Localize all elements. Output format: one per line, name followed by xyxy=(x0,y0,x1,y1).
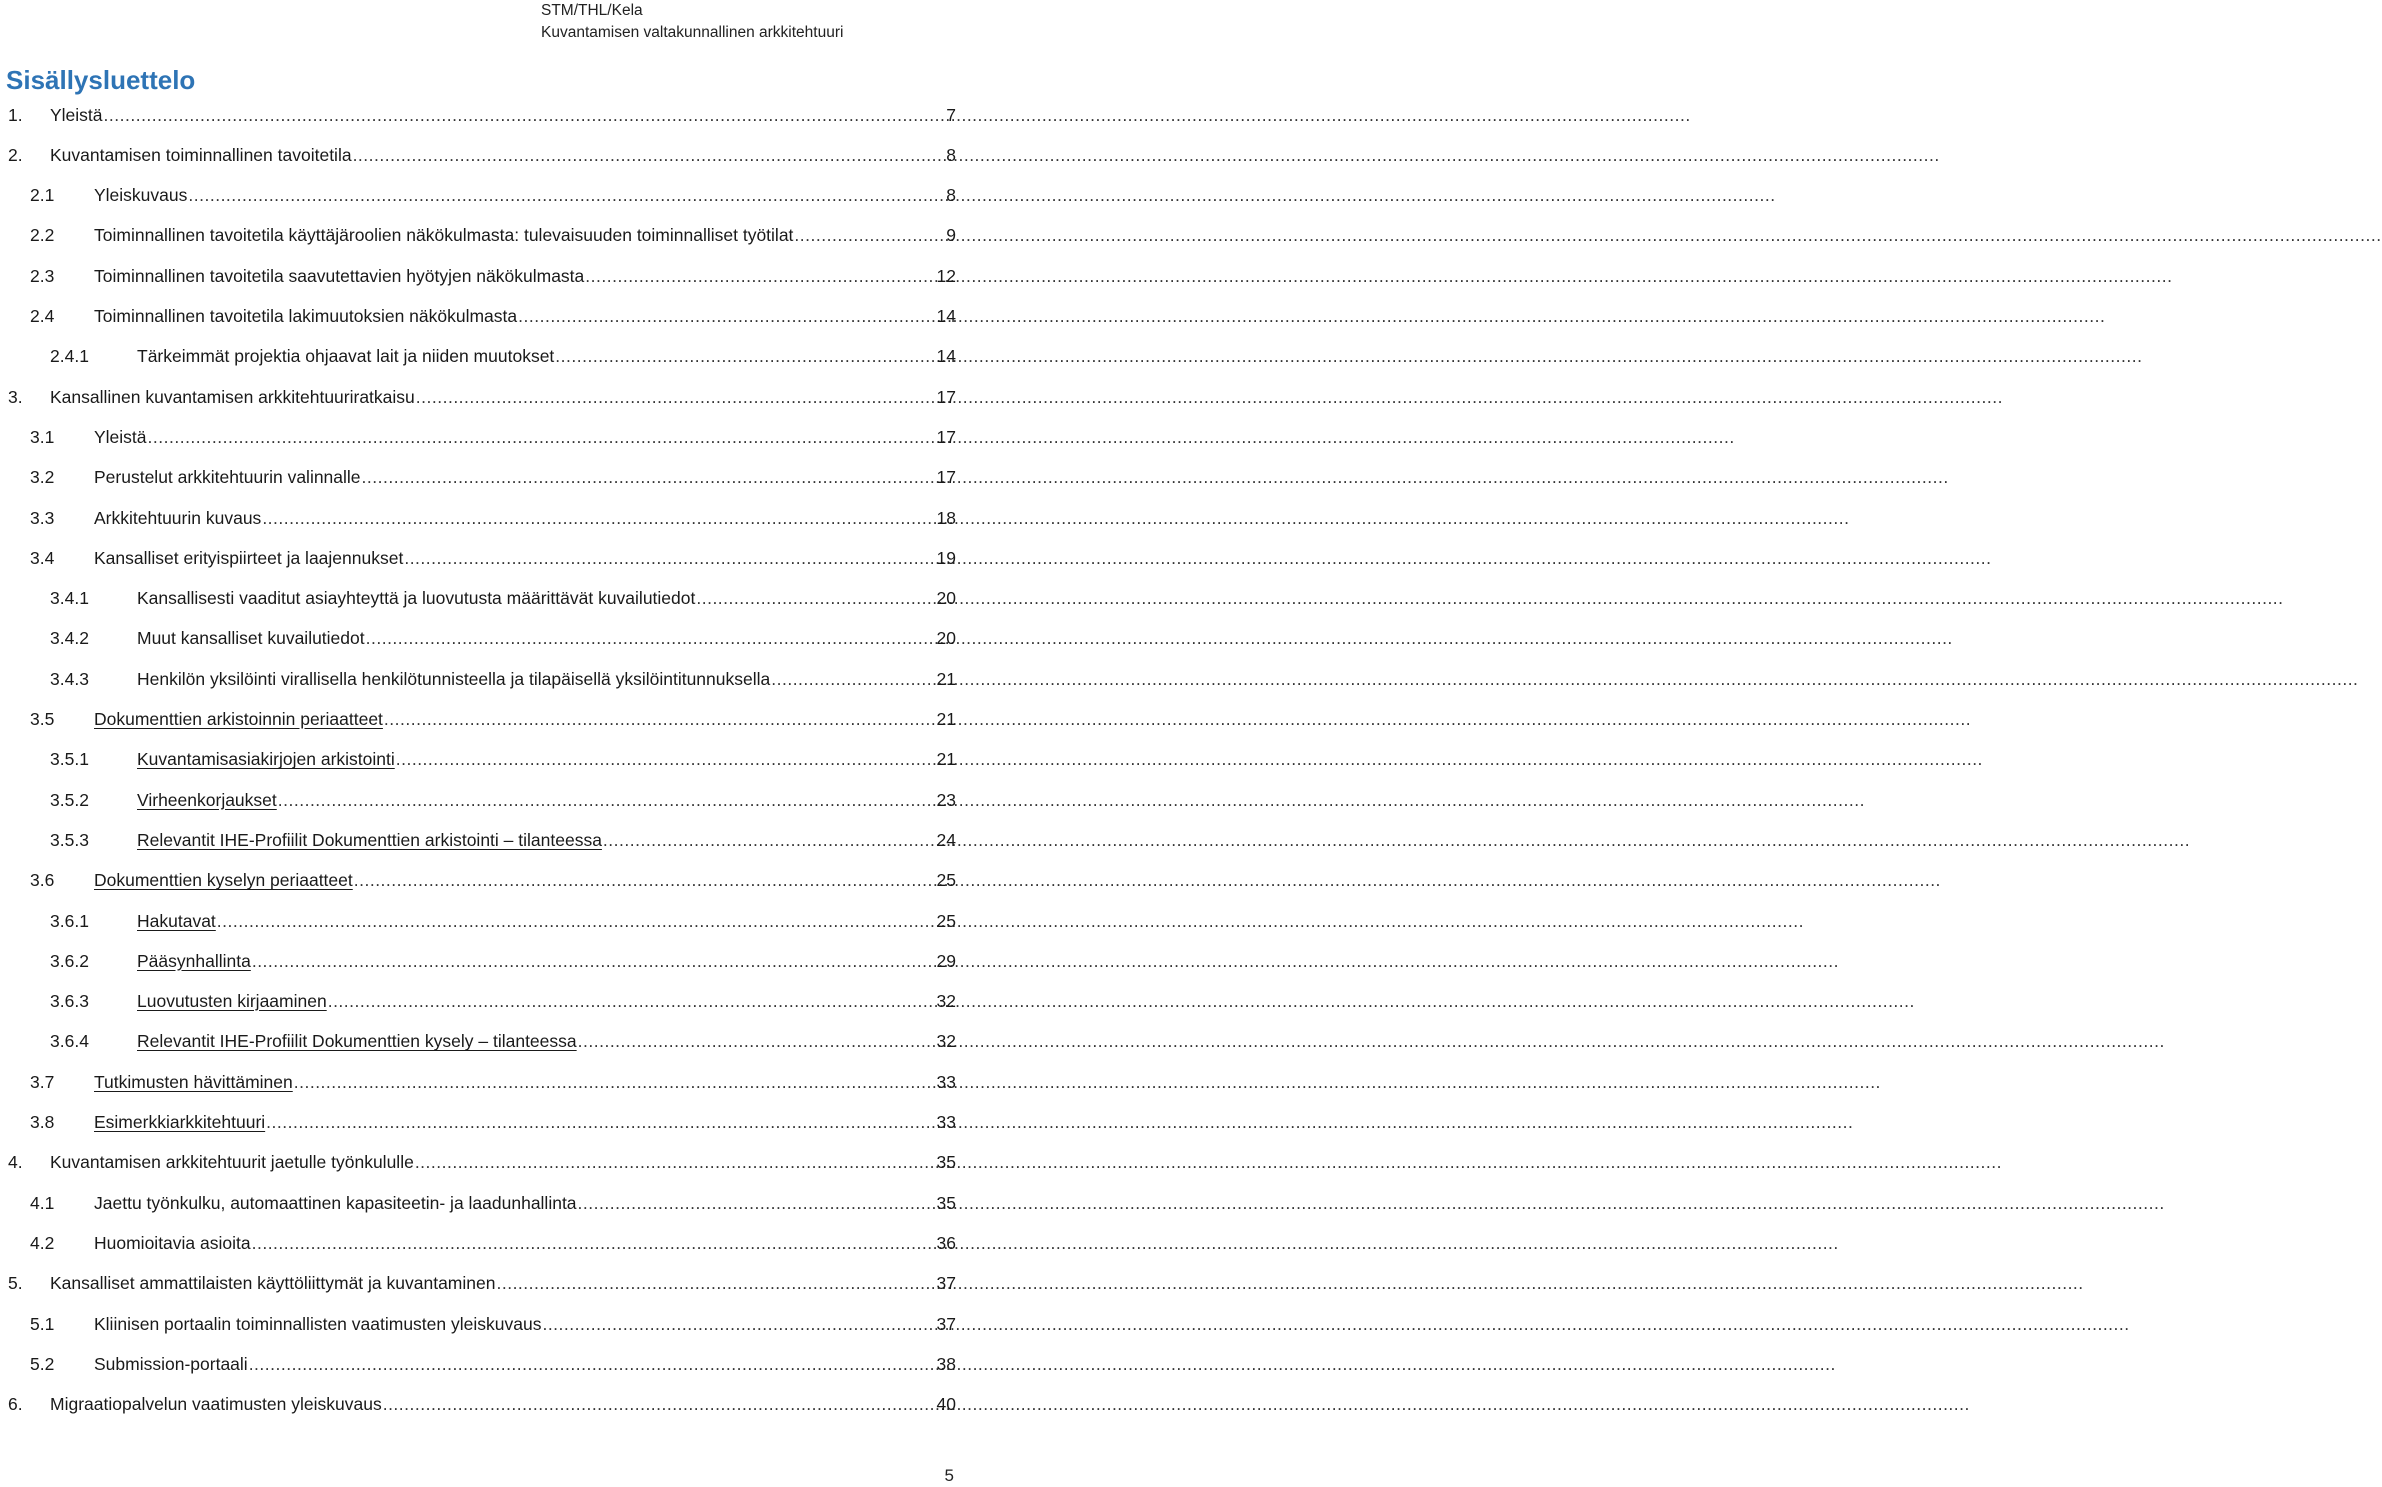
toc-leader-dots xyxy=(103,105,947,126)
toc-leader-dots xyxy=(327,991,937,1012)
toc-leader-dots xyxy=(770,669,936,690)
toc-leader-dots xyxy=(602,830,937,851)
toc-entry[interactable] xyxy=(30,1304,956,1344)
toc-entry-page[interactable]: 38 xyxy=(936,1353,956,1374)
toc-leader-dots xyxy=(352,145,947,166)
toc-leader-dots xyxy=(365,628,937,649)
toc-entry-number: 1. xyxy=(8,104,23,125)
toc-leader-dots xyxy=(403,548,936,569)
toc-entry-title[interactable]: Relevantit IHE-Profiilit Dokumenttien kysely – tilanteessa xyxy=(137,1031,577,1052)
toc-leader-dots xyxy=(277,790,937,811)
toc-entry-page[interactable]: 37 xyxy=(936,1273,956,1294)
toc-entry-number: 2.3 xyxy=(30,265,55,286)
toc-entry-number: 3.5 xyxy=(30,709,55,729)
toc-entry-page[interactable]: 37 xyxy=(936,1313,956,1334)
toc-entry-title[interactable]: Toiminnallinen tavoitetila lakimuutoksien näkökulmasta xyxy=(94,306,518,326)
toc-entry-page[interactable]: 35 xyxy=(936,1192,956,1213)
toc-entry-title[interactable]: Kuvantamisasiakirjojen arkistointi xyxy=(137,749,395,770)
toc-entry-page[interactable]: 8 xyxy=(946,185,956,206)
toc-entry-page[interactable]: 21 xyxy=(936,668,956,689)
toc-leader-dots xyxy=(261,508,936,529)
toc-leader-dots xyxy=(495,1273,936,1294)
toc-entry-title[interactable]: Yleistä xyxy=(50,104,103,125)
toc-leader-dots xyxy=(251,1233,937,1254)
toc-entry-title[interactable]: Virheenkorjaukset xyxy=(137,789,277,810)
toc-entry-page[interactable]: 25 xyxy=(936,910,956,931)
toc-entry-page[interactable]: 24 xyxy=(936,829,956,850)
toc-entry-number: 2.1 xyxy=(30,185,55,206)
toc-leader-dots xyxy=(415,387,937,408)
toc-leader-dots xyxy=(577,1031,937,1052)
toc-entry-number: 3.6.3 xyxy=(50,991,89,1012)
toc-entry-page[interactable]: 29 xyxy=(936,950,956,971)
toc-entry-title[interactable]: Jaettu työnkulku, automaattinen kapasiteetin- ja laadunhallinta xyxy=(94,1192,577,1213)
toc-leader-dots xyxy=(554,346,936,367)
toc-leader-dots xyxy=(577,1193,937,1214)
toc-entry[interactable] xyxy=(30,1062,956,1102)
toc-entry-title[interactable]: Yleistä xyxy=(94,426,147,447)
header-document-title: Kuvantamisen valtakunnallinen arkkitehtuuri xyxy=(541,24,844,41)
toc-entry-title[interactable]: Dokumenttien kyselyn periaatteet xyxy=(94,870,353,891)
toc-entry-page[interactable]: 36 xyxy=(936,1232,956,1253)
toc-leader-dots xyxy=(395,749,937,770)
page-header xyxy=(541,0,951,44)
toc-entry-number: 4. xyxy=(8,1152,23,1173)
toc-entry-title[interactable]: Kuvantamisen arkkitehtuurit jaetulle työnkululle xyxy=(50,1152,414,1173)
toc-leader-dots xyxy=(361,467,937,488)
toc-entry-page[interactable]: 33 xyxy=(936,1112,956,1132)
toc-entry-number: 5.2 xyxy=(30,1353,55,1374)
toc-entry-number: 2.4.1 xyxy=(50,346,89,367)
header-organizations: STM/THL/Kela xyxy=(541,2,643,19)
page-number: 5 xyxy=(944,1466,954,1485)
toc-entry-title[interactable]: Tärkeimmät projektia ohjaavat lait ja niiden muutokset xyxy=(137,346,555,367)
toc-entry-number: 3.5.3 xyxy=(50,829,89,850)
toc-entry-title[interactable]: Submission-portaali xyxy=(94,1353,248,1374)
toc-entry-number: 3.6.1 xyxy=(50,910,89,931)
toc-entry-number: 3.6.2 xyxy=(50,950,89,971)
toc-entry-number: 3.4.1 xyxy=(50,588,89,609)
toc-entry-number: 3.7 xyxy=(30,1071,55,1092)
toc-entry-number: 3.2 xyxy=(30,467,55,488)
toc-entry[interactable] xyxy=(30,538,956,578)
toc-entry-page[interactable]: 17 xyxy=(936,426,956,447)
toc-entry[interactable] xyxy=(30,498,956,538)
toc-entry[interactable] xyxy=(8,1143,956,1183)
toc-entry-number: 3.6.4 xyxy=(50,1031,89,1052)
toc-leader-dots xyxy=(265,1112,936,1133)
toc-entry-number: 3. xyxy=(8,386,23,407)
toc-entry[interactable] xyxy=(30,1183,956,1223)
toc-entry-title[interactable]: Pääsynhallinta xyxy=(137,950,251,971)
toc-entry-page[interactable]: 14 xyxy=(936,306,956,326)
toc-leader-dots xyxy=(517,306,936,327)
toc-entry[interactable] xyxy=(30,216,956,256)
toc-entry-page[interactable]: 9 xyxy=(946,225,956,246)
toc-entry[interactable] xyxy=(50,1022,956,1062)
toc-entry[interactable] xyxy=(30,1223,956,1263)
toc-entry-page[interactable]: 17 xyxy=(936,467,956,488)
toc-entry-title[interactable]: Henkilön yksilöinti virallisella henkilötunnisteella ja tilapäisellä yksilöintitunnuksella xyxy=(137,668,771,689)
toc-entry[interactable] xyxy=(30,417,956,457)
toc-entry[interactable] xyxy=(30,458,956,498)
toc-entry-page[interactable]: 21 xyxy=(936,709,956,729)
toc-leader-dots xyxy=(216,911,937,932)
toc-entry-page[interactable]: 8 xyxy=(946,144,956,165)
toc-entry-number: 4.1 xyxy=(30,1192,55,1213)
toc-entry[interactable] xyxy=(50,982,956,1022)
toc-entry[interactable] xyxy=(8,1264,956,1304)
toc-entry[interactable] xyxy=(30,1344,956,1384)
toc-entry-number: 3.3 xyxy=(30,507,55,528)
toc-entry-number: 6. xyxy=(8,1394,23,1415)
toc-entry-page[interactable]: 23 xyxy=(936,789,956,810)
toc-entry-number: 2.4 xyxy=(30,306,55,326)
toc-entry-number: 3.1 xyxy=(30,426,55,447)
toc-entry-number: 4.2 xyxy=(30,1232,55,1253)
toc-entry-page[interactable]: 7 xyxy=(946,104,956,125)
toc-entry-page[interactable]: 20 xyxy=(936,588,956,609)
toc-entry-title[interactable]: Dokumenttien arkistoinnin periaatteet xyxy=(94,709,383,729)
toc-entry-page[interactable]: 12 xyxy=(936,265,956,286)
toc-entry-page[interactable]: 35 xyxy=(936,1152,956,1173)
toc-entry-title[interactable]: Luovutusten kirjaaminen xyxy=(137,991,327,1012)
toc-entry[interactable] xyxy=(30,256,956,296)
toc-entry[interactable] xyxy=(50,780,956,820)
toc-leader-dots xyxy=(187,185,946,206)
toc-entry-number: 3.8 xyxy=(30,1112,55,1132)
toc-entry[interactable] xyxy=(8,1385,956,1425)
toc-entry-page[interactable]: 17 xyxy=(936,386,956,407)
toc-leader-dots xyxy=(147,427,937,448)
toc-entry-title[interactable]: Esimerkkiarkkitehtuuri xyxy=(94,1112,266,1132)
toc-leader-dots xyxy=(541,1314,936,1335)
toc-leader-dots xyxy=(248,1354,937,1375)
toc-entry-number: 3.5.1 xyxy=(50,749,89,770)
toc-entry[interactable] xyxy=(50,337,956,377)
toc-entry-title[interactable]: Kuvantamisen toiminnallinen tavoitetila xyxy=(50,144,352,165)
toc-leader-dots xyxy=(293,1072,937,1093)
toc-entry[interactable] xyxy=(8,377,956,417)
toc-entry[interactable] xyxy=(30,1103,956,1143)
toc-entry[interactable] xyxy=(30,176,956,216)
toc-entry-page[interactable]: 25 xyxy=(936,870,956,891)
toc-entry[interactable] xyxy=(50,740,956,780)
toc-title: Sisällysluettelo xyxy=(6,65,196,95)
toc-entry-page[interactable]: 40 xyxy=(936,1394,956,1415)
toc-entry[interactable] xyxy=(30,861,956,901)
toc-entry[interactable] xyxy=(30,297,956,337)
toc-entry[interactable] xyxy=(50,901,956,941)
toc-entry-title[interactable]: Arkkitehtuurin kuvaus xyxy=(94,507,262,528)
toc-leader-dots xyxy=(584,266,936,287)
toc-entry-title[interactable]: Kansalliset ammattilaisten käyttöliittymät ja kuvantaminen xyxy=(50,1273,496,1294)
toc-leader-dots xyxy=(414,1152,937,1173)
toc-leader-dots xyxy=(793,225,946,246)
toc-entry-title[interactable]: Muut kansalliset kuvailutiedot xyxy=(137,628,365,649)
toc-leader-dots xyxy=(353,870,937,891)
toc-entry-title[interactable]: Toiminnallinen tavoitetila saavutettavien hyötyjen näkökulmasta xyxy=(94,265,585,286)
toc-entry-title[interactable]: Relevantit IHE-Profiilit Dokumenttien arkistointi – tilanteessa xyxy=(137,829,602,850)
toc-leader-dots xyxy=(382,1394,937,1415)
toc-entry-page[interactable]: 33 xyxy=(936,1071,956,1092)
toc-entry[interactable] xyxy=(50,941,956,981)
toc-entry-title[interactable]: Kliinisen portaalin toiminnallisten vaatimusten yleiskuvaus xyxy=(94,1313,542,1334)
toc-entry-title[interactable]: Kansalliset erityispiirteet ja laajennukset xyxy=(94,547,404,568)
toc-entry[interactable] xyxy=(50,820,956,860)
toc-leader-dots xyxy=(251,951,937,972)
toc-entry[interactable] xyxy=(50,659,956,699)
toc-entry-number: 5. xyxy=(8,1273,23,1294)
toc-entry-page[interactable]: 19 xyxy=(936,547,956,568)
toc-entry-number: 3.4 xyxy=(30,547,55,568)
toc-entry-page[interactable]: 21 xyxy=(936,749,956,770)
toc-entry-number: 3.5.2 xyxy=(50,789,89,810)
toc-entry[interactable] xyxy=(30,700,956,740)
toc-entry-page[interactable]: 20 xyxy=(936,628,956,649)
toc-entry-title[interactable]: Migraatiopalvelun vaatimusten yleiskuvaus xyxy=(50,1394,382,1415)
toc-entry-page[interactable]: 18 xyxy=(936,507,956,528)
toc-entry[interactable] xyxy=(50,579,956,619)
toc-entry-title[interactable]: Perustelut arkkitehtuurin valinnalle xyxy=(94,467,361,488)
toc-entry-title[interactable]: Toiminnallinen tavoitetila käyttäjäroolien näkökulmasta: tulevaisuuden toiminnalliset työtilat xyxy=(94,225,794,246)
toc-entry-number: 3.4.2 xyxy=(50,628,89,649)
toc-entry-number: 2.2 xyxy=(30,225,55,246)
toc-entry-number: 5.1 xyxy=(30,1313,55,1334)
toc-entry[interactable] xyxy=(8,95,956,135)
toc-entry-number: 3.4.3 xyxy=(50,668,89,689)
toc-entry[interactable] xyxy=(50,619,956,659)
toc-entry-title[interactable]: Tutkimusten hävittäminen xyxy=(94,1071,293,1092)
toc-entry-number: 2. xyxy=(8,144,23,165)
toc-entry-title[interactable]: Hakutavat xyxy=(137,910,216,931)
toc-entry-title[interactable]: Kansallisesti vaaditut asiayhteyttä ja luovutusta määrittävät kuvailutiedot xyxy=(137,588,696,609)
toc-leader-dots xyxy=(695,588,936,609)
toc-entry-title[interactable]: Kansallinen kuvantamisen arkkitehtuuriratkaisu xyxy=(50,386,415,407)
toc-entry-number: 3.6 xyxy=(30,870,55,891)
toc-leader-dots xyxy=(383,709,937,730)
toc-entry-title[interactable]: Huomioitavia asioita xyxy=(94,1232,251,1253)
toc-entry[interactable] xyxy=(8,135,956,175)
toc-entry-page[interactable]: 32 xyxy=(936,991,956,1012)
toc-entry-page[interactable]: 32 xyxy=(936,1031,956,1052)
toc-entry-page[interactable]: 14 xyxy=(936,346,956,367)
toc-entry-title[interactable]: Yleiskuvaus xyxy=(94,185,188,206)
